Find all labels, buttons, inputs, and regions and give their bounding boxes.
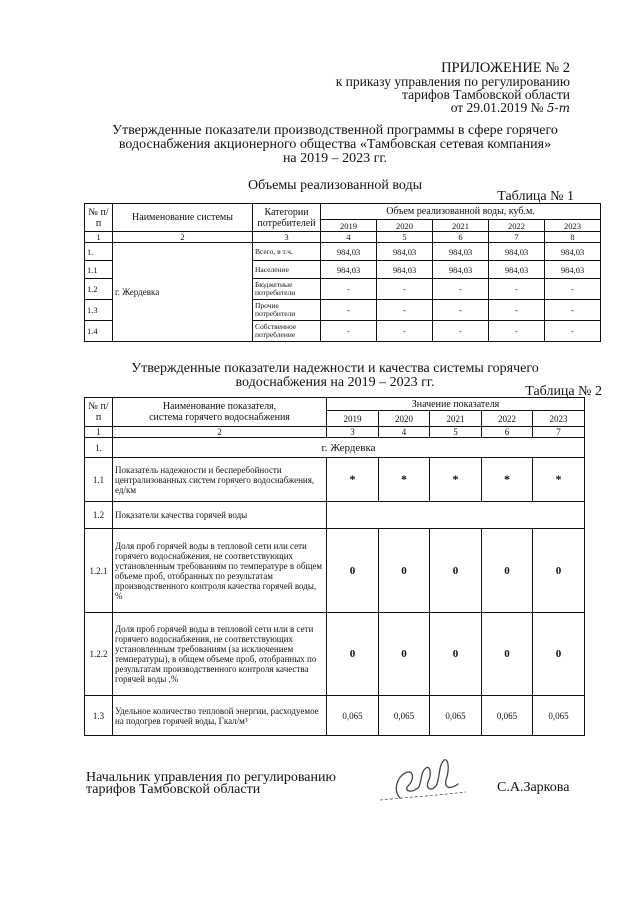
t2-section-name: г. Жердевка bbox=[113, 438, 585, 458]
t2-index: 2 bbox=[113, 427, 327, 438]
t2-value: 0 bbox=[482, 613, 533, 696]
signatory-position-line-2: тарифов Тамбовской области bbox=[86, 782, 261, 797]
table-row bbox=[85, 502, 585, 529]
t1-value: - bbox=[433, 279, 489, 300]
t1-value: - bbox=[377, 321, 433, 342]
table2-number: Таблица № 2 bbox=[525, 384, 602, 399]
t1-category: Собственное потребление bbox=[253, 321, 321, 342]
t2-value: * bbox=[379, 458, 430, 502]
t1-value: - bbox=[433, 321, 489, 342]
t2-index: 1 bbox=[85, 427, 113, 438]
order-date-line bbox=[336, 101, 570, 115]
table-row bbox=[85, 529, 585, 613]
t1-value: - bbox=[489, 300, 545, 321]
t2-year: 2019 bbox=[327, 411, 379, 427]
t2-row-num: 1.2 bbox=[85, 502, 113, 529]
t1-category: Всего, в т.ч. bbox=[253, 243, 321, 261]
t2-value: 0 bbox=[482, 529, 533, 613]
t1-index: 1 bbox=[85, 232, 113, 243]
t2-index-row bbox=[85, 427, 585, 438]
t2-index: 7 bbox=[533, 427, 585, 438]
t2-header-name-line-1: Наименование показателя, bbox=[162, 401, 277, 412]
t2-header-value: Значение показателя bbox=[327, 398, 585, 411]
t2-value: 0 bbox=[327, 613, 379, 696]
handwritten-order-number: 5-т bbox=[546, 101, 570, 115]
t1-value: 984,03 bbox=[489, 261, 545, 279]
t1-index: 3 bbox=[253, 232, 321, 243]
t1-year: 2022 bbox=[489, 220, 545, 232]
t2-row-name: Удельное количество тепловой энергии, расходуемое на подогрев горячей воды, Гкал/м³ bbox=[113, 696, 327, 736]
t2-value: 0 bbox=[379, 529, 430, 613]
signatory-name: С.А.Заркова bbox=[497, 780, 570, 795]
table2-heading-line-2: водоснабжения на 2019 – 2023 гг. bbox=[235, 375, 435, 390]
t2-value: * bbox=[482, 458, 533, 502]
t2-row-name: Доля проб горячей воды в тепловой сети или в сети горячего водоснабжения, не соответствующих установленным требованиям (за исключением температуры), в общем объеме проб, отобранных по результатам производственного контроля качества горячей воды ,% bbox=[113, 613, 327, 696]
t1-index: 4 bbox=[321, 232, 377, 243]
t2-year: 2023 bbox=[533, 411, 585, 427]
t1-header-system: Наименование системы bbox=[113, 204, 253, 232]
t1-value: - bbox=[321, 279, 377, 300]
t2-empty-values bbox=[327, 502, 585, 529]
document-title bbox=[80, 124, 590, 166]
t1-row-num: 1.2 bbox=[85, 279, 113, 300]
t2-year: 2021 bbox=[430, 411, 482, 427]
t1-row-num: 1.3 bbox=[85, 300, 113, 321]
t2-header-name bbox=[113, 398, 327, 427]
t2-value: 0 bbox=[430, 529, 482, 613]
t1-year: 2019 bbox=[321, 220, 377, 232]
t1-value: 984,03 bbox=[489, 243, 545, 261]
t2-index: 4 bbox=[379, 427, 430, 438]
t1-category: Бюджетные потребители bbox=[253, 279, 321, 300]
t2-row-num: 1.1 bbox=[85, 458, 113, 502]
t1-index: 6 bbox=[433, 232, 489, 243]
t2-value: 0,065 bbox=[533, 696, 585, 736]
t1-value: 984,03 bbox=[377, 261, 433, 279]
order-line: к приказу управления по регулированию bbox=[335, 74, 570, 89]
t2-value: 0 bbox=[379, 613, 430, 696]
t1-index-row bbox=[85, 232, 601, 243]
t2-index: 3 bbox=[327, 427, 379, 438]
table2-heading-line-1: Утвержденные показатели надежности и качества системы горячего bbox=[131, 361, 539, 376]
t1-value: 984,03 bbox=[377, 243, 433, 261]
t2-header-num: № п/п bbox=[85, 398, 113, 427]
t1-value: - bbox=[377, 300, 433, 321]
t2-value: 0,065 bbox=[482, 696, 533, 736]
t1-system-name: г. Жердевка bbox=[113, 243, 253, 342]
t2-year: 2020 bbox=[379, 411, 430, 427]
t1-row-num: 1.1 bbox=[85, 261, 113, 279]
t1-index: 7 bbox=[489, 232, 545, 243]
appendix-header bbox=[336, 62, 570, 115]
t2-header-name-line-2: система горячего водоснабжения bbox=[149, 412, 290, 423]
t1-value: - bbox=[545, 279, 601, 300]
t1-value: 984,03 bbox=[321, 261, 377, 279]
t1-value: - bbox=[489, 321, 545, 342]
table-row bbox=[85, 458, 585, 502]
t2-row-num: 1.3 bbox=[85, 696, 113, 736]
title-line-2: водоснабжения акционерного общества «Тамбовская сетевая компания» bbox=[118, 137, 552, 152]
t2-index: 6 bbox=[482, 427, 533, 438]
t1-header-volume: Объем реализованной воды, куб.м. bbox=[321, 204, 601, 220]
t1-value: 984,03 bbox=[545, 243, 601, 261]
t2-value: * bbox=[430, 458, 482, 502]
water-volume-table bbox=[84, 203, 601, 342]
table1-number: Таблица № 1 bbox=[497, 189, 574, 204]
t1-value: 984,03 bbox=[433, 261, 489, 279]
t1-index: 8 bbox=[545, 232, 601, 243]
t2-value: 0 bbox=[533, 529, 585, 613]
t1-row-num: 1. bbox=[85, 243, 113, 261]
t1-value: - bbox=[489, 279, 545, 300]
t2-section-num: 1. bbox=[85, 438, 113, 458]
t2-value: 0,065 bbox=[327, 696, 379, 736]
t1-value: - bbox=[433, 300, 489, 321]
t1-index: 2 bbox=[113, 232, 253, 243]
t2-value: 0 bbox=[327, 529, 379, 613]
title-line-3: на 2019 – 2023 гг. bbox=[282, 151, 388, 166]
t2-value: * bbox=[327, 458, 379, 502]
t2-value: 0,065 bbox=[379, 696, 430, 736]
t1-category: Население bbox=[253, 261, 321, 279]
table2-heading bbox=[80, 362, 590, 390]
t1-value: - bbox=[545, 300, 601, 321]
t1-year: 2023 bbox=[545, 220, 601, 232]
t1-row-num: 1.4 bbox=[85, 321, 113, 342]
t1-value: 984,03 bbox=[321, 243, 377, 261]
t1-year: 2021 bbox=[433, 220, 489, 232]
reliability-quality-table bbox=[84, 397, 585, 736]
authority-line: тарифов Тамбовской области bbox=[402, 87, 570, 102]
t2-year: 2022 bbox=[482, 411, 533, 427]
t2-row-name: Показатели качества горячей воды bbox=[113, 502, 327, 529]
t2-value: 0,065 bbox=[430, 696, 482, 736]
t2-value: 0 bbox=[430, 613, 482, 696]
t2-value: * bbox=[533, 458, 585, 502]
t2-row-name: Доля проб горячей воды в тепловой сети или сети горячего водоснабжения, не соответствующих установленным требованиям по температуре в общем объеме проб, отобранных по результатам производственного контроля качества горячей воды, % bbox=[113, 529, 327, 613]
t1-header-category: Категории потребителей bbox=[253, 204, 321, 232]
t1-value: - bbox=[321, 300, 377, 321]
order-date: от 29.01.2019 № bbox=[450, 100, 544, 115]
table1-heading: Объемы реализованной воды bbox=[247, 178, 422, 193]
handwritten-signature bbox=[370, 750, 480, 810]
table-row bbox=[85, 613, 585, 696]
title-line-1: Утвержденные показатели производственной программы в сфере горячего bbox=[112, 123, 558, 138]
t1-category: Прочие потребители bbox=[253, 300, 321, 321]
t1-header-num: № п/п bbox=[85, 204, 113, 232]
t2-index: 5 bbox=[430, 427, 482, 438]
table-row bbox=[85, 438, 585, 458]
appendix-number: ПРИЛОЖЕНИЕ № 2 bbox=[441, 60, 570, 76]
t2-row-num: 1.2.2 bbox=[85, 613, 113, 696]
t1-value: - bbox=[321, 321, 377, 342]
t1-index: 5 bbox=[377, 232, 433, 243]
table-row bbox=[85, 696, 585, 736]
t2-row-name: Показатель надежности и бесперебойности централизованных систем горячего водоснабжения, ед/км bbox=[113, 458, 327, 502]
signatory-position-line-1: Начальник управления по регулированию bbox=[86, 770, 336, 785]
t1-year: 2020 bbox=[377, 220, 433, 232]
signatory-position bbox=[86, 772, 336, 796]
t1-value: 984,03 bbox=[545, 261, 601, 279]
t1-value: - bbox=[377, 279, 433, 300]
t2-value: 0 bbox=[533, 613, 585, 696]
table-row bbox=[85, 243, 601, 261]
t1-value: 984,03 bbox=[433, 243, 489, 261]
t2-row-num: 1.2.1 bbox=[85, 529, 113, 613]
t1-value: - bbox=[545, 321, 601, 342]
